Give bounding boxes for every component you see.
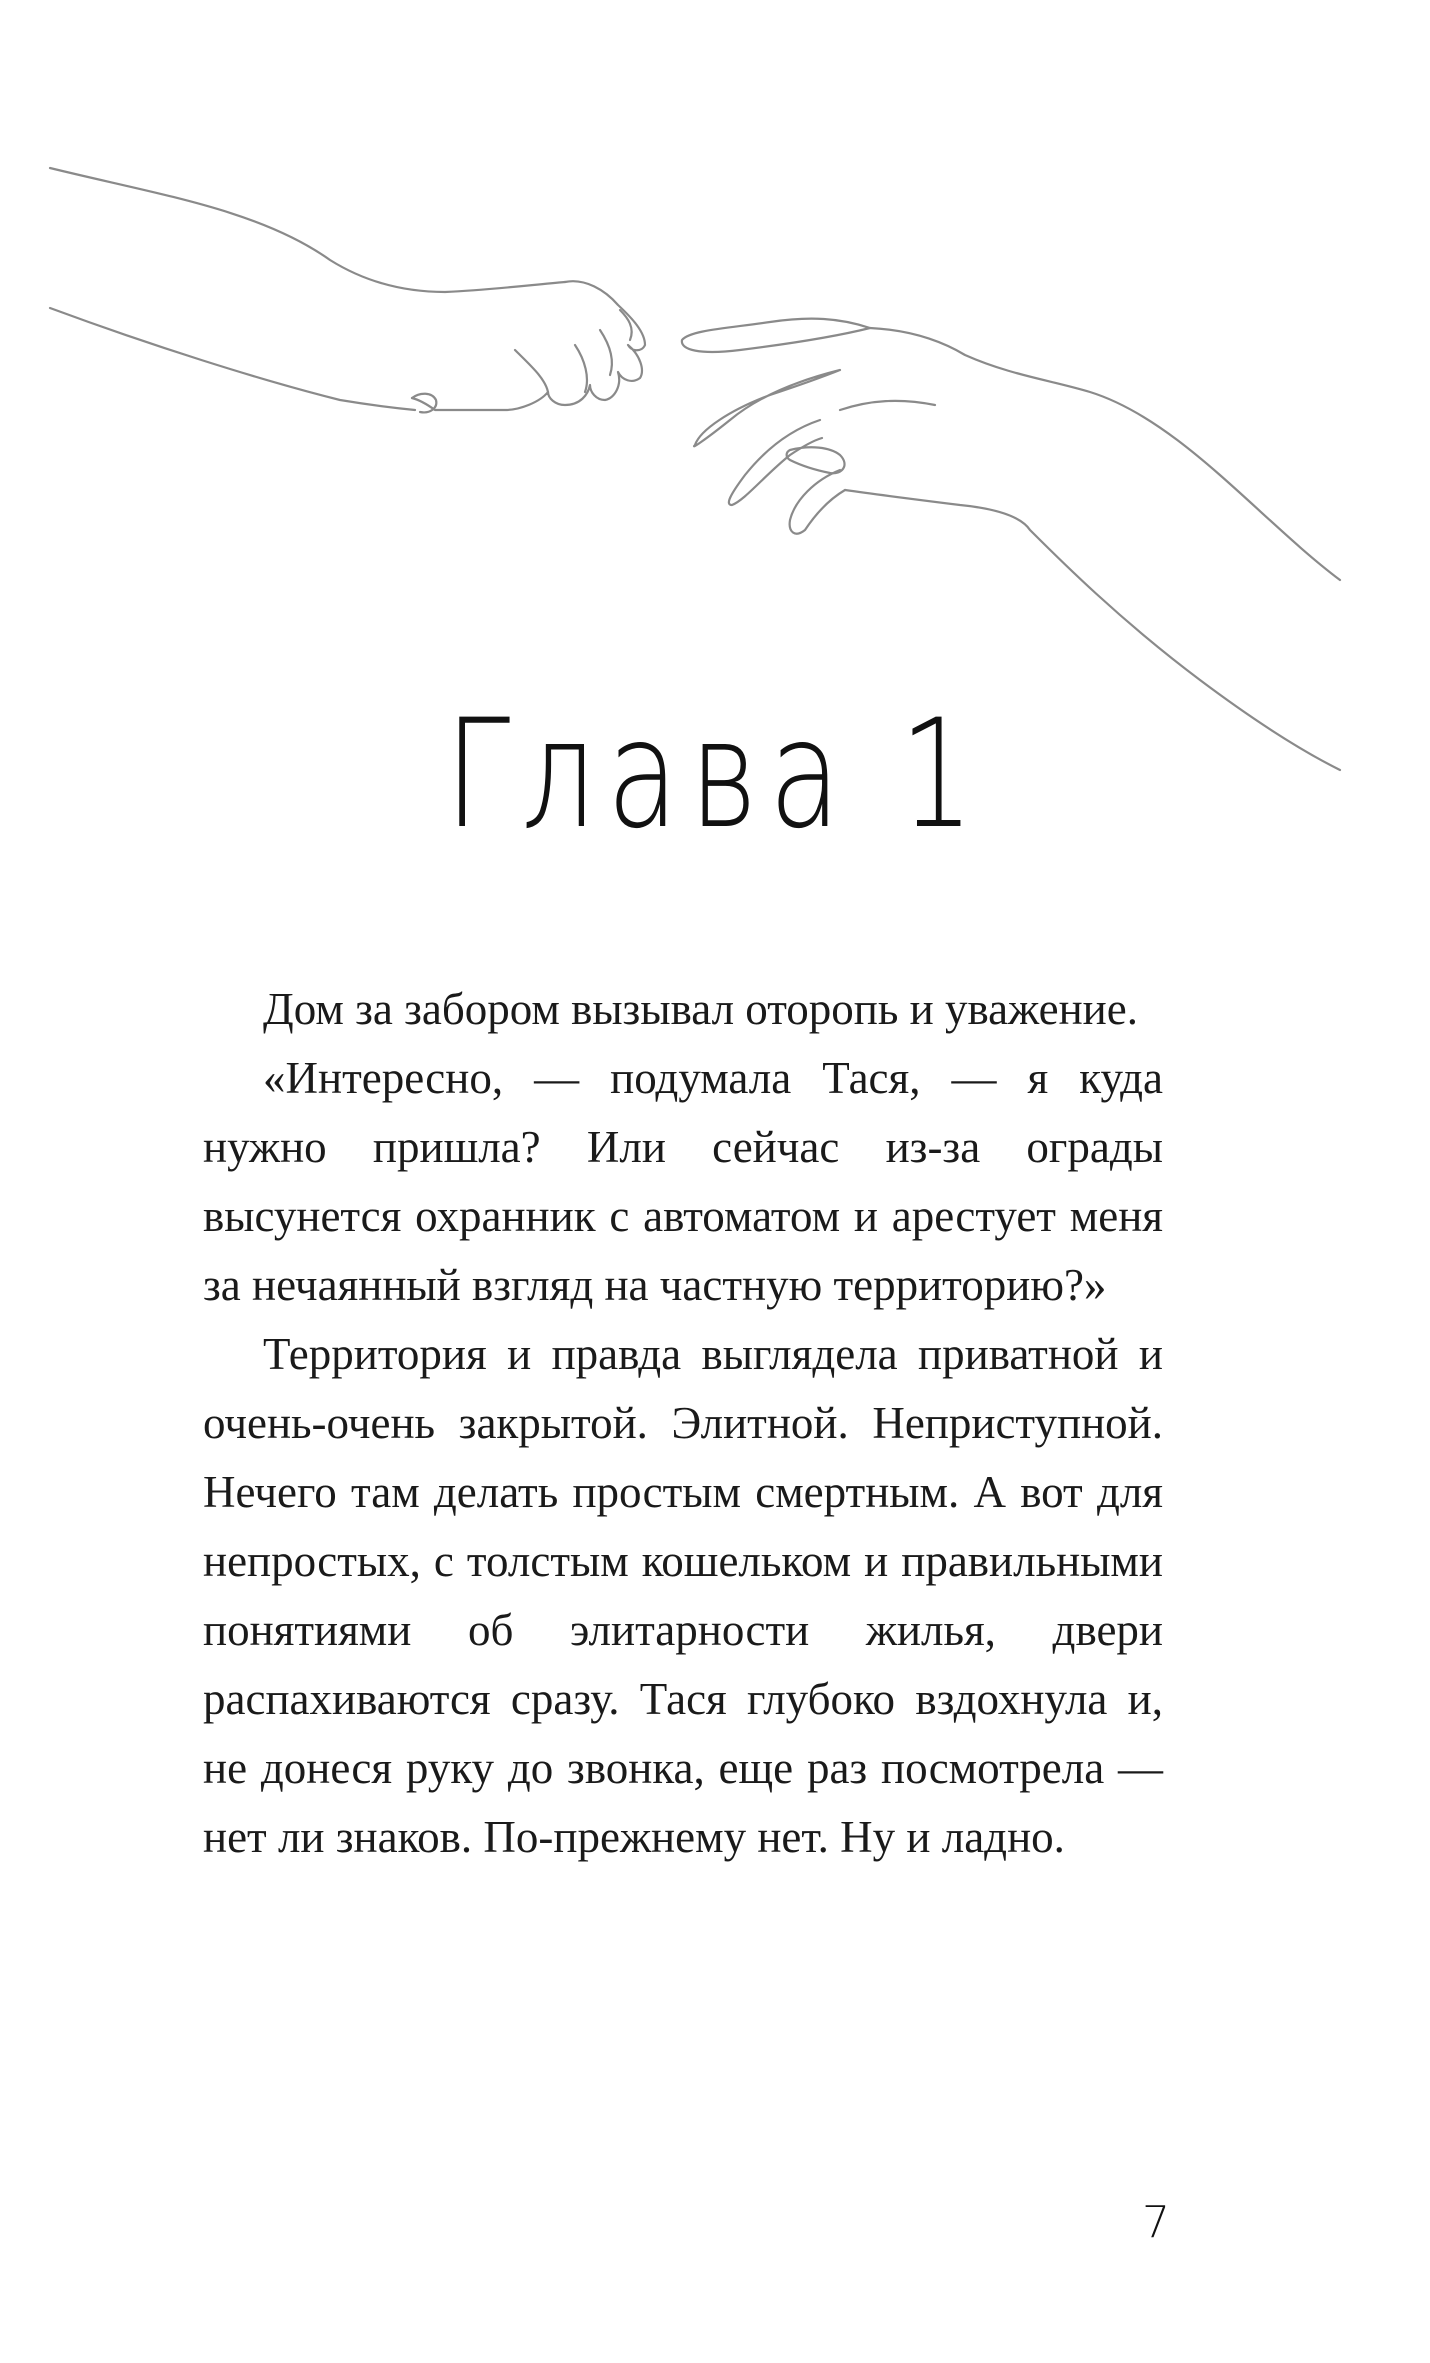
page-number: 7 [1142, 2197, 1170, 2248]
paw-leg-bottom-line [50, 308, 415, 410]
paw-leg-top-line [50, 168, 565, 292]
paw-toe-2 [600, 330, 612, 375]
hand-palm-top [870, 328, 1340, 580]
paragraph: Территория и правда выглядела приватной и очень-очень закрытой. Элитной. Неприступной. Нечего там делать простым смертным. А вот для непростых, с толстым кошельком и правильными понятиями об элитарности жилья, двери распахиваются сразу. Тася глубоко вздохнула и, не донеся руку до звонка, еще раз посмотрела — нет ли знаков. По-прежнему нет. Ну и ладно. [203, 1329, 1163, 1862]
paragraph: Дом за забором вызывал оторопь и уважение. [263, 984, 1138, 1034]
hand-middle-finger [694, 370, 840, 446]
hand-pinky [790, 470, 845, 534]
paw-toe-3 [575, 345, 587, 392]
paw-toe-1 [620, 310, 632, 340]
hand-index-finger [682, 319, 870, 352]
paw-outline [412, 281, 645, 410]
paw-and-hand-icon [0, 0, 1430, 800]
chapter-title: Глава 1 [444, 688, 985, 862]
chapter-body [203, 975, 1163, 1872]
paw-toe-4 [515, 350, 548, 392]
paragraph: «Интересно, — подумала Тася, — я куда нужно пришла? Или сейчас из-за ограды высунется охранник с автоматом и арестует меня за нечаянный взгляд на частную территорию?» [203, 1053, 1163, 1310]
hand-knuckle-line [840, 401, 935, 410]
